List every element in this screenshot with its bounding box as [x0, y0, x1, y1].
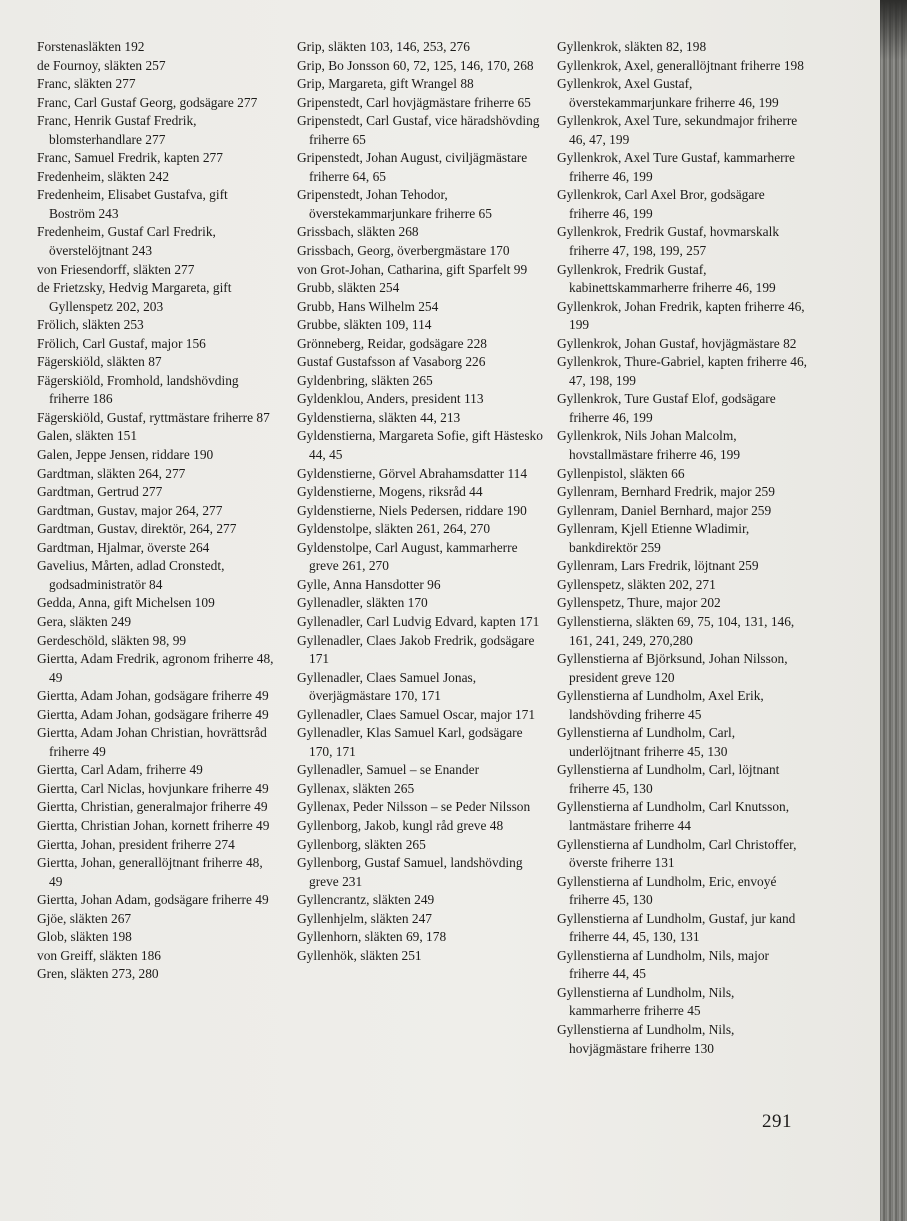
index-entry: Gyllencrantz, släkten 249	[297, 892, 435, 908]
index-entry: Gyllenspetz, släkten 202, 271	[557, 576, 716, 592]
index-entry: Fägerskiöld, Gustaf, ryttmästare friherre 87	[37, 409, 270, 425]
index-entry: Gyllenhorn, släkten 69, 178	[297, 929, 447, 945]
index-entry: Gyllenkrok, Johan Fredrik, kapten friherre 46, 199	[557, 298, 805, 333]
index-entry: Gyllenkrok, Axel, generallöjtnant friherre 198	[557, 57, 804, 73]
index-entry: Gyllenkrok, Fredrik Gustaf, hovmarskalk friherre 47, 198, 199, 257	[557, 224, 780, 259]
index-entry: Gera, släkten 249	[37, 613, 132, 629]
index-entry: Gerdeschöld, släkten 98, 99	[37, 632, 187, 648]
index-entry: Gripenstedt, Johan August, civiljägmästare friherre 64, 65	[297, 150, 528, 184]
index-entry: Giertta, Johan Adam, godsägare friherre 49	[37, 892, 269, 908]
index-entry: Gyllenax, Peder Nilsson – se Peder Nilsson	[297, 799, 531, 815]
index-entry: Gyldenbring, släkten 265	[297, 372, 433, 388]
index-entry: Gavelius, Mårten, adlad Cronstedt, godsadministratör 84	[37, 558, 225, 592]
index-entry: Gyllenborg, släkten 265	[297, 836, 426, 852]
index-entry: Franc, Samuel Fredrik, kapten 277	[37, 150, 223, 166]
index-entry: Gyllenstierna af Lundholm, Gustaf, jur kand friherre 44, 45, 130, 131	[557, 910, 796, 945]
index-entry: Gyllenstierna, släkten 69, 75, 104, 131, 146, 161, 241, 249, 270,280	[557, 613, 795, 648]
index-entry: Franc, Carl Gustaf Georg, godsägare 277	[37, 94, 258, 110]
index-entry: Fredenheim, släkten 242	[37, 168, 170, 184]
index-entry: Gyllenkrok, Johan Gustaf, hovjägmästare 82	[557, 335, 797, 351]
index-entry: Gardtman, Gustav, major 264, 277	[37, 502, 223, 518]
index-entry: Glob, släkten 198	[37, 929, 132, 945]
index-entry: Grip, Margareta, gift Wrangel 88	[297, 76, 474, 92]
index-entry: Grissbach, släkten 268	[297, 224, 419, 240]
index-entry: Fredenheim, Elisabet Gustafva, gift Boström 243	[37, 187, 228, 221]
index-entry: Giertta, Johan, president friherre 274	[37, 836, 235, 852]
index-entry: Gripenstedt, Carl Gustaf, vice häradshövding friherre 65	[297, 113, 540, 147]
index-entry: Galen, Jeppe Jensen, riddare 190	[37, 447, 214, 463]
index-entry: Gyllenadler, Klas Samuel Karl, godsägare 170, 171	[297, 725, 523, 759]
index-entry: Gjöe, släkten 267	[37, 910, 132, 926]
index-entry: Gyllenadler, Samuel – se Enander	[297, 762, 480, 778]
index-entry: Gyldenstolpe, Carl August, kammarherre greve 261, 270	[297, 539, 518, 574]
index-entry: Gyldenstierne, Niels Pedersen, riddare 190	[297, 502, 527, 518]
index-entry: Grubb, Hans Wilhelm 254	[297, 298, 439, 314]
index-entry: Gyllenstierna af Lundholm, Nils, kammarherre friherre 45	[557, 984, 735, 1019]
index-entry: Gyllenadler, Claes Samuel Oscar, major 171	[297, 706, 536, 722]
index-entry: Gyllenstierna af Lundholm, Carl, underlöjtnant friherre 45, 130	[557, 725, 736, 759]
index-entry: Gylle, Anna Hansdotter 96	[297, 576, 441, 592]
index-entry: Gyldenstierna, släkten 44, 213	[297, 409, 461, 425]
index-entry: Grip, Bo Jonsson 60, 72, 125, 146, 170, 268	[297, 57, 534, 73]
index-entry: Grissbach, Georg, överbergmästare 170	[297, 243, 510, 259]
index-entry: Gyllenkrok, Axel Ture Gustaf, kammarherre friherre 46, 199	[557, 150, 796, 184]
index-entry: Gyllenram, Lars Fredrik, löjtnant 259	[557, 558, 759, 574]
index-entry: Gardtman, Hjalmar, överste 264	[37, 539, 210, 555]
index-entry: Giertta, Christian, generalmajor friherre 49	[37, 799, 268, 815]
index-entry: Grubb, släkten 254	[297, 280, 400, 296]
index-entry: Fägerskiöld, Fromhold, landshövding friherre 186	[37, 372, 239, 407]
index-entry: Gustaf Gustafsson af Vasaborg 226	[297, 354, 486, 370]
index-entry: Gardtman, Gustav, direktör, 264, 277	[37, 521, 237, 537]
index-entry: Gyllenpistol, släkten 66	[557, 465, 685, 481]
index-entry: Gyllenadler, Carl Ludvig Edvard, kapten 171	[297, 613, 540, 629]
index-entry: Franc, Henrik Gustaf Fredrik, blomsterhandlare 277	[37, 113, 197, 147]
index-entry: Gyllenstierna af Lundholm, Axel Erik, landshövding friherre 45	[557, 688, 764, 722]
index-entry: Fägerskiöld, släkten 87	[37, 354, 162, 370]
index-entry: Gardtman, Gertrud 277	[37, 484, 163, 500]
index-entry: Giertta, Adam Johan, godsägare friherre 49	[37, 688, 269, 704]
index-entry: Fredenheim, Gustaf Carl Fredrik, överstelöjtnant 243	[37, 224, 216, 259]
index-entry: Gyldenklou, Anders, president 113	[297, 391, 484, 407]
index-entry: de Frietzsky, Hedvig Margareta, gift Gyllenspetz 202, 203	[37, 280, 232, 314]
index-entry: Gyldenstierne, Görvel Abrahamsdatter 114	[297, 465, 528, 481]
index-entry: Gyllenstierna af Björksund, Johan Nilsson, president greve 120	[557, 651, 788, 685]
book-edge-shadow	[880, 0, 907, 60]
index-entry: Grönneberg, Reidar, godsägare 228	[297, 335, 487, 351]
index-entry: Gyllenadler, Claes Samuel Jonas, överjägmästare 170, 171	[297, 669, 477, 704]
index-column-3	[557, 38, 807, 1058]
index-entry: Gyllenstierna af Lundholm, Carl Knutsson, lantmästare friherre 44	[557, 799, 790, 833]
index-entry: Gyllenstierna af Lundholm, Carl Christoffer, överste friherre 131	[557, 836, 797, 871]
index-entry: Gyllenram, Daniel Bernhard, major 259	[557, 502, 772, 518]
index-entry: Gyllenhök, släkten 251	[297, 947, 422, 963]
index-entry: Gardtman, släkten 264, 277	[37, 465, 186, 481]
index-entry: von Grot-Johan, Catharina, gift Sparfelt 99	[297, 261, 528, 277]
index-entry: Gyllenadler, släkten 170	[297, 595, 428, 611]
index-entry: Gyllenadler, Claes Jakob Fredrik, godsägare 171	[297, 632, 535, 667]
index-entry: Gyldenstolpe, släkten 261, 264, 270	[297, 521, 491, 537]
index-entry: Giertta, Christian Johan, kornett friherre 49	[37, 817, 270, 833]
index-entry: Grubbe, släkten 109, 114	[297, 317, 432, 333]
index-entry: Gyllenstierna af Lundholm, Nils, hovjägmästare friherre 130	[557, 1021, 735, 1056]
index-entry: Gyllenkrok, Fredrik Gustaf, kabinettskammarherre friherre 46, 199	[557, 261, 776, 296]
index-entry: von Greiff, släkten 186	[37, 947, 161, 963]
index-entry: Frölich, släkten 253	[37, 317, 144, 333]
index-column-1	[37, 38, 277, 984]
index-entry: Gyllenkrok, Nils Johan Malcolm, hovstallmästare friherre 46, 199	[557, 428, 741, 463]
index-entry: Gyllenkrok, Axel Gustaf, överstekammarjunkare friherre 46, 199	[557, 76, 779, 110]
index-entry: Grip, släkten 103, 146, 253, 276	[297, 39, 470, 54]
index-entry: Gyllenborg, Gustaf Samuel, landshövding greve 231	[297, 855, 523, 889]
index-entry: Giertta, Carl Niclas, hovjunkare friherre 49	[37, 780, 269, 796]
index-entry: Galen, släkten 151	[37, 428, 138, 444]
index-entry: Gripenstedt, Johan Tehodor, överstekammarjunkare friherre 65	[297, 187, 492, 221]
index-entry: Gedda, Anna, gift Michelsen 109	[37, 595, 215, 611]
index-entry: Gyllenstierna af Lundholm, Eric, envoyé friherre 45, 130	[557, 873, 777, 908]
index-entry: Giertta, Adam Johan, godsägare friherre 49	[37, 706, 269, 722]
index-entry: Gyllenhjelm, släkten 247	[297, 910, 432, 926]
index-entry: Gyllenkrok, Thure-Gabriel, kapten friherre 46, 47, 198, 199	[557, 354, 807, 388]
index-entry: Giertta, Carl Adam, friherre 49	[37, 762, 203, 778]
index-entry: Forstenasläkten 192	[37, 39, 145, 54]
page-number: 291	[762, 1111, 792, 1132]
index-entry: Giertta, Johan, generallöjtnant friherre 48, 49	[37, 855, 263, 889]
index-entry: Gyllenstierna af Lundholm, Carl, löjtnant friherre 45, 130	[557, 762, 780, 796]
index-column-2	[297, 38, 547, 965]
index-entry: Gripenstedt, Carl hovjägmästare friherre 65	[297, 94, 531, 110]
index-entry: Gyllenkrok, släkten 82, 198	[557, 39, 707, 54]
index-entry: Gyllenax, släkten 265	[297, 780, 415, 796]
index-entry: Gyllenkrok, Axel Ture, sekundmajor friherre 46, 47, 199	[557, 113, 798, 147]
index-entry: Franc, släkten 277	[37, 76, 136, 92]
index-entry: Giertta, Adam Fredrik, agronom friherre 48, 49	[37, 651, 274, 685]
index-entry: Gyldenstierne, Mogens, riksråd 44	[297, 484, 483, 500]
index-entry: Frölich, Carl Gustaf, major 156	[37, 335, 206, 351]
index-entry: Gyllenkrok, Ture Gustaf Elof, godsägare friherre 46, 199	[557, 391, 776, 425]
index-entry: Gren, släkten 273, 280	[37, 966, 159, 982]
index-entry: de Fournoy, släkten 257	[37, 57, 166, 73]
index-entry: Gyllenkrok, Carl Axel Bror, godsägare friherre 46, 199	[557, 187, 765, 221]
index-entry: Gyldenstierna, Margareta Sofie, gift Hästesko 44, 45	[297, 428, 543, 463]
index-entry: Gyllenram, Kjell Etienne Wladimir, bankdirektör 259	[557, 521, 750, 555]
index-entry: Gyllenram, Bernhard Fredrik, major 259	[557, 484, 775, 500]
index-entry: Giertta, Adam Johan Christian, hovrättsråd friherre 49	[37, 725, 267, 759]
index-entry: von Friesendorff, släkten 277	[37, 261, 195, 277]
index-entry: Gyllenspetz, Thure, major 202	[557, 595, 721, 611]
index-entry: Gyllenborg, Jakob, kungl råd greve 48	[297, 817, 504, 833]
index-entry: Gyllenstierna af Lundholm, Nils, major friherre 44, 45	[557, 947, 769, 982]
book-edge	[880, 0, 907, 1221]
